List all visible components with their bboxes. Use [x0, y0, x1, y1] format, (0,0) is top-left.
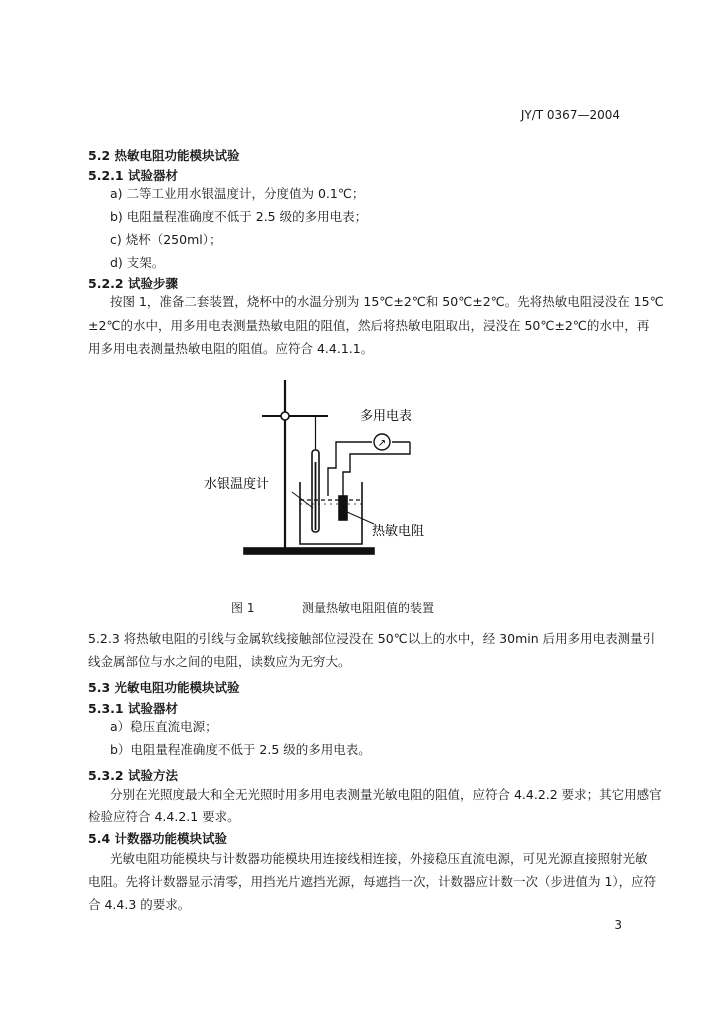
figure-caption: 测量热敏电阻阻值的装置 [302, 601, 435, 615]
beaker [300, 482, 362, 544]
list-item: a) 二等工业用水银温度计，分度值为 0.1℃； [110, 186, 365, 201]
stand-base [244, 548, 374, 554]
list-item: b）电阻量程准确度不低于 2.5 级的多用电表。 [110, 742, 371, 757]
paragraph-line: ±2℃的水中，用多用电表测量热敏电阻的阻值，然后将热敏电阻取出，浸没在 50℃±2℃的水中，再 [88, 318, 650, 333]
section-5-2-heading: 5.2 热敏电阻功能模块试验 [88, 148, 240, 163]
paragraph-line: 合 4.4.3 的要求。 [88, 897, 191, 912]
document-code: JY/T 0367—2004 [520, 108, 620, 122]
section-5-4-heading: 5.4 计数器功能模块试验 [88, 831, 227, 846]
paragraph-line: 检验应符合 4.4.2.1 要求。 [88, 809, 240, 824]
thermistor [339, 496, 347, 520]
list-item: b) 电阻量程准确度不低于 2.5 级的多用电表； [110, 209, 368, 224]
label-thermometer: 水银温度计 [204, 477, 270, 492]
section-5-2-2-heading: 5.2.2 试验步骤 [88, 276, 178, 291]
paragraph-line: 分别在光照度最大和全无光照时用多用电表测量光敏电阻的阻值，应符合 4.4.2.2 要求；其它用感官 [110, 787, 662, 802]
wire [343, 442, 410, 496]
section-5-2-1-heading: 5.2.1 试验器材 [88, 168, 178, 183]
clamp-knob [281, 412, 289, 420]
figure-number: 图 1 [231, 601, 255, 615]
paragraph-line: 线金属部位与水之间的电阻，读数应为无穷大。 [88, 654, 351, 669]
list-item: a）稳压直流电源； [110, 719, 218, 734]
paragraph-line: 光敏电阻功能模块与计数器功能模块用连接线相连接，外接稳压直流电源，可见光源直接照射光敏 [110, 851, 648, 866]
paragraph-line: 电阻。先将计数器显示清零，用挡光片遮挡光源，每遮挡一次，计数器应计数一次（步进值为 1），应符 [88, 874, 657, 889]
label-multimeter: 多用电表 [360, 409, 413, 424]
section-5-3-1-heading: 5.3.1 试验器材 [88, 701, 178, 716]
label-pointer [347, 512, 374, 524]
list-item: c) 烧杯（250ml）； [110, 232, 222, 247]
section-5-3-2-heading: 5.3.2 试验方法 [88, 768, 178, 783]
meter-arrow-icon: ↗ [377, 438, 387, 449]
page-number: 3 [614, 918, 622, 932]
apparatus-figure [200, 372, 440, 564]
paragraph-line: 用多用电表测量热敏电阻的阻值。应符合 4.4.1.1。 [88, 341, 374, 356]
list-item: d) 支架。 [110, 255, 165, 270]
label-thermistor: 热敏电阻 [372, 524, 425, 539]
section-5-3-heading: 5.3 光敏电阻功能模块试验 [88, 680, 240, 695]
paragraph-line: 5.2.3 将热敏电阻的引线与金属软线接触部位浸没在 50℃以上的水中，经 30min 后用多用电表测量引 [88, 631, 656, 646]
paragraph-line: 按图 1，准备二套装置，烧杯中的水温分别为 15℃±2℃和 50℃±2℃。先将热敏电阻浸没在 15℃ [110, 294, 664, 309]
